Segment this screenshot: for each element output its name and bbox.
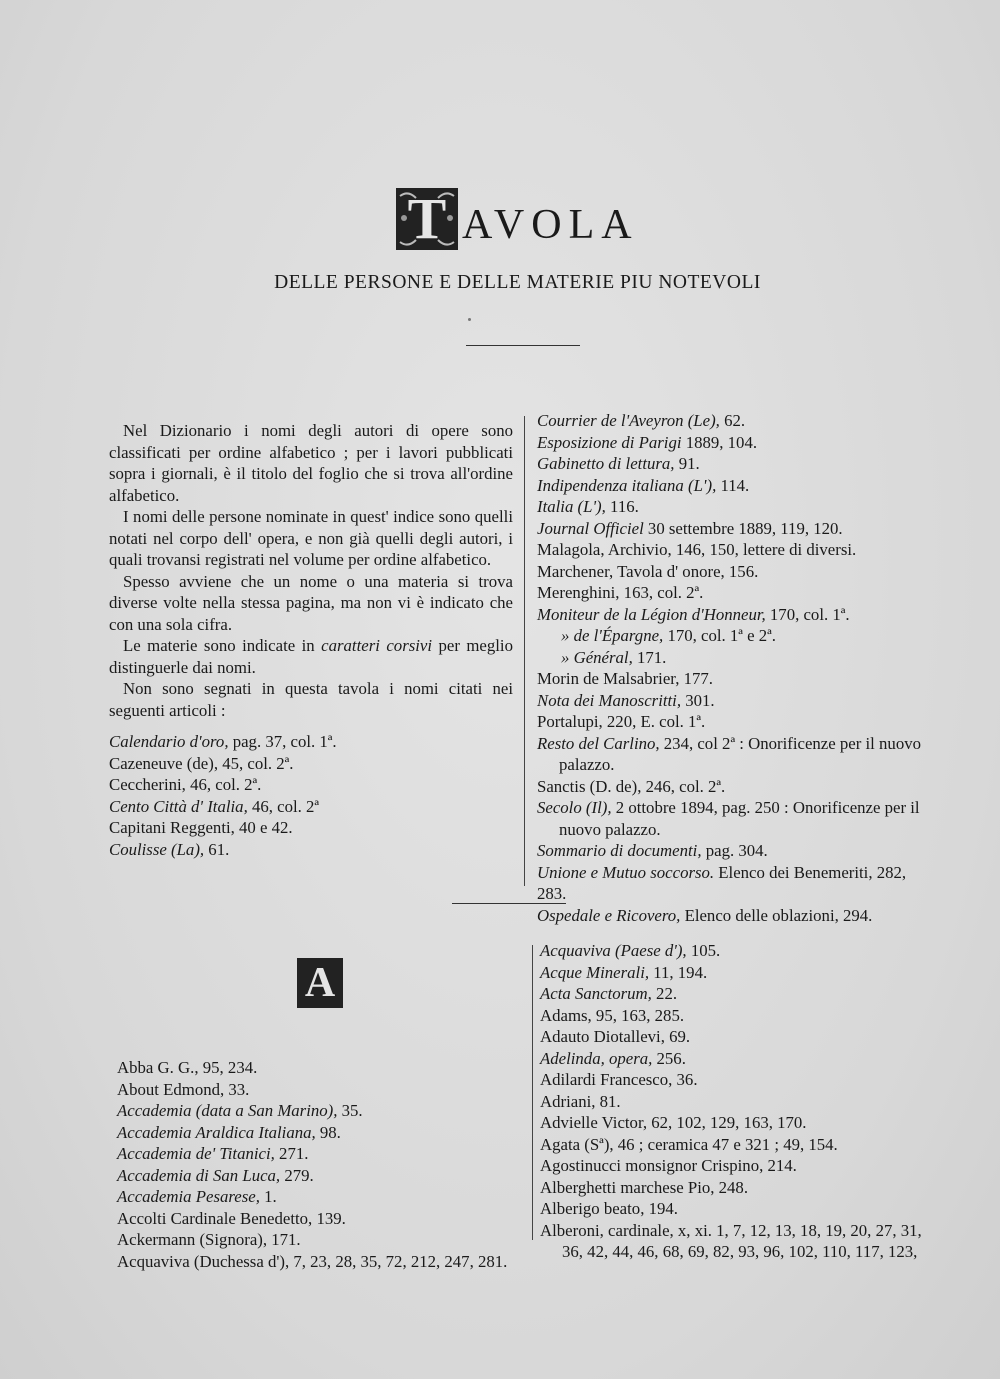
index-entry <box>537 797 932 819</box>
entry-italic: Secolo (Il), <box>537 798 612 817</box>
entry-text: 256. <box>652 1048 686 1068</box>
entry-text: 98. <box>315 1122 341 1142</box>
entry-italic: Journal Officiel <box>537 518 644 538</box>
entry-italic: Gabinetto di lettura, <box>537 454 675 473</box>
entry-text: 22. <box>651 984 678 1003</box>
entry-text: 279. <box>280 1165 314 1185</box>
index-entry <box>537 840 932 862</box>
intro-paragraph: Nel Dizionario i nomi degli autori di opere sono classificati per ordine alfabetico ; per i lavori pubblicati sopra i giornali, è il titolo del foglio che si trova all'ordine alfabetico. <box>109 421 513 505</box>
index-entry <box>540 1220 935 1242</box>
index-entry <box>537 905 932 927</box>
index-entry <box>537 518 932 540</box>
index-entry <box>117 1057 532 1079</box>
index-entry <box>537 647 932 669</box>
index-entry <box>117 1143 532 1165</box>
entry-text: 1. <box>259 1187 277 1206</box>
index-entry <box>537 475 932 497</box>
index-entry <box>540 940 935 962</box>
index-entry <box>537 668 932 690</box>
entry-text: 105. <box>686 941 721 960</box>
index-entry <box>540 1091 935 1113</box>
entry-italic: Nota dei Manoscritti, <box>537 690 682 710</box>
index-column-left <box>117 1057 532 1272</box>
index-entry <box>540 962 935 984</box>
entry-text: 30 settembre 1889, 119, 120. <box>643 518 843 538</box>
entry-italic: Italia (L'), <box>537 497 606 516</box>
index-entry <box>537 496 932 518</box>
entry-text: nuovo palazzo. <box>559 819 661 839</box>
index-entry <box>540 1134 935 1156</box>
entry-text: 301. <box>681 690 715 710</box>
index-entry <box>537 754 932 776</box>
entry-text: Sanctis (D. de), 246, col. 2ª. <box>537 776 726 796</box>
divider-rule <box>452 903 566 904</box>
entry-text: 114. <box>716 475 750 495</box>
index-entry <box>109 731 513 753</box>
index-entry <box>537 410 932 432</box>
entry-text: 170, col. 1ª e 2ª. <box>663 626 776 645</box>
page-subtitle: DELLE PERSONE E DELLE MATERIE PIU NOTEVOLI <box>274 272 761 293</box>
entry-italic: Adelinda, opera, <box>540 1048 653 1068</box>
column-divider <box>524 416 525 886</box>
entry-text: Adauto Diotallevi, 69. <box>540 1027 691 1046</box>
entry-italic: Unione e Mutuo soccorso. <box>537 862 715 882</box>
entry-italic: Accademia Pesarese, <box>117 1187 260 1206</box>
entry-text: pag. 37, col. 1ª. <box>228 732 337 751</box>
index-entry <box>117 1251 532 1273</box>
section-letter-ornament: A <box>297 958 343 1008</box>
entry-text: Elenco dei Benemeriti, 282, 283. <box>537 862 907 903</box>
entry-text: Ceccherini, 46, col. 2ª. <box>109 775 262 794</box>
entry-text: 170, col. 1ª. <box>765 604 850 624</box>
entry-text: 171. <box>632 647 667 667</box>
intro-column <box>109 420 513 860</box>
index-entry <box>117 1100 532 1122</box>
entry-text: 91. <box>674 454 700 473</box>
index-entry <box>537 733 932 755</box>
index-column-right <box>540 940 935 1263</box>
index-entry <box>540 1177 935 1199</box>
entry-text: Alberoni, cardinale, x, xi. 1, 7, 12, 13, 18, 19, 20, 27, 31, <box>540 1220 922 1240</box>
excluded-list <box>109 731 513 860</box>
entry-italic: Coulisse (La), <box>109 839 205 859</box>
entry-text: Cazeneuve (de), 45, col. 2ª. <box>109 753 294 773</box>
page-title <box>396 188 639 250</box>
entry-text: 62. <box>719 411 746 430</box>
entry-text: 116. <box>605 497 639 516</box>
index-entry <box>117 1229 532 1251</box>
title-text: AVOLA <box>462 202 639 248</box>
index-entry <box>537 539 932 561</box>
entry-text: Adilardi Francesco, 36. <box>540 1070 698 1089</box>
entry-italic: » Général, <box>561 647 633 667</box>
index-entry <box>540 983 935 1005</box>
index-entry <box>540 1026 935 1048</box>
entry-italic: Accademia Araldica Italiana, <box>117 1122 316 1142</box>
index-entry <box>537 819 932 841</box>
index-entry <box>117 1165 532 1187</box>
index-entry <box>540 1241 935 1263</box>
entry-text: 1889, 104. <box>681 432 758 452</box>
entry-text: Alberghetti marchese Pio, 248. <box>540 1177 749 1197</box>
index-entry <box>537 625 932 647</box>
entry-italic: Acque Minerali, <box>540 962 650 982</box>
entry-italic: Resto del Carlino, <box>537 733 660 753</box>
entry-italic: Acquaviva (Paese d'), <box>540 941 687 960</box>
entry-italic: Accademia di San Luca, <box>117 1165 281 1185</box>
entry-text: palazzo. <box>559 755 615 774</box>
index-entry <box>117 1122 532 1144</box>
entry-text: Portalupi, 220, E. col. 1ª. <box>537 712 706 731</box>
entry-text: 2 ottobre 1894, pag. 250 : Onorificenze per il <box>611 798 920 817</box>
entry-text: Advielle Victor, 62, 102, 129, 163, 170. <box>540 1113 807 1132</box>
entry-italic: Sommario di documenti, <box>537 841 702 860</box>
divider-rule <box>466 345 580 346</box>
entry-text: About Edmond, 33. <box>117 1079 250 1099</box>
intro-paragraph: I nomi delle persone nominate in quest' indice sono quelli notati nel corpo dell' opera, e non già quelli degli autori, i quali trovansi registrati nel volume per ordine alfabetico. <box>109 507 513 569</box>
entry-italic: Calendario d'oro, <box>109 732 229 751</box>
index-entry <box>109 796 513 818</box>
index-entry <box>537 453 932 475</box>
entry-text: 11, 194. <box>649 962 708 982</box>
index-entry <box>537 582 932 604</box>
entry-text: Marchener, Tavola d' onore, 156. <box>537 561 759 581</box>
intro-paragraph: Le materie sono indicate in caratteri corsivi per meglio distinguerle dai nomi. <box>109 636 513 677</box>
entry-text: Elenco delle oblazioni, 294. <box>680 905 873 925</box>
index-entry <box>540 1005 935 1027</box>
decorated-initial: T <box>396 188 458 250</box>
entry-text: 35. <box>337 1101 363 1120</box>
index-entry <box>537 690 932 712</box>
index-entry <box>537 561 932 583</box>
entry-italic: Accademia de' Titanici, <box>117 1144 275 1163</box>
entry-text: 234, col 2ª : Onorificenze per il nuovo <box>659 733 921 753</box>
index-entry <box>540 1048 935 1070</box>
entry-italic: Accademia (data a San Marino), <box>117 1101 338 1120</box>
ink-dot <box>468 318 471 321</box>
ornament-icon <box>396 188 458 250</box>
excluded-list-right <box>537 410 932 926</box>
entry-text: Malagola, Archivio, 146, 150, lettere di diversi. <box>537 540 857 559</box>
entry-italic: Acta Sanctorum, <box>540 984 652 1003</box>
entry-text: Accolti Cardinale Benedetto, 139. <box>117 1208 346 1228</box>
entry-text: Alberigo beato, 194. <box>540 1199 678 1218</box>
entry-italic: Ospedale e Ricovero, <box>537 905 681 925</box>
entry-text: 271. <box>274 1144 309 1163</box>
entry-text: 36, 42, 44, 46, 68, 69, 82, 93, 96, 102, 110, 117, 123, <box>562 1242 918 1261</box>
entry-text: pag. 304. <box>701 841 768 860</box>
entry-text: Ackermann (Signora), 171. <box>117 1230 301 1249</box>
entry-text: 61. <box>204 839 230 859</box>
entry-italic: Courrier de l'Aveyron (Le), <box>537 411 720 430</box>
entry-text: Abba G. G., 95, 234. <box>117 1058 258 1077</box>
index-entry <box>540 1198 935 1220</box>
entry-italic: Indipendenza italiana (L'), <box>537 475 717 495</box>
index-entry <box>540 1155 935 1177</box>
index-entry <box>540 1112 935 1134</box>
index-entry <box>117 1208 532 1230</box>
entry-text: 46, col. 2ª <box>247 796 320 816</box>
index-entry <box>537 776 932 798</box>
index-entry <box>537 604 932 626</box>
entry-italic: Moniteur de la Légion d'Honneur, <box>537 604 766 624</box>
index-entry <box>109 774 513 796</box>
entry-italic: » de l'Épargne, <box>561 626 664 645</box>
index-entry <box>537 432 932 454</box>
entry-text: Merenghini, 163, col. 2ª. <box>537 583 704 602</box>
intro-paragraph: Non sono segnati in questa tavola i nomi citati nei seguenti articoli : <box>109 679 513 720</box>
index-entry <box>540 1069 935 1091</box>
entry-text: Agostinucci monsignor Crispino, 214. <box>540 1156 797 1175</box>
index-entry <box>117 1186 532 1208</box>
entry-text: Adams, 95, 163, 285. <box>540 1005 685 1025</box>
entry-text: Acquaviva (Duchessa d'), 7, 23, 28, 35, 72, 212, 247, 281. <box>117 1251 508 1271</box>
index-entry <box>109 753 513 775</box>
entry-text: Adriani, 81. <box>540 1091 621 1111</box>
entry-italic: Cento Città d' Italia, <box>109 796 248 816</box>
entry-text: Agata (Sª), 46 ; ceramica 47 e 321 ; 49, 154. <box>540 1134 838 1154</box>
entry-text: Morin de Malsabrier, 177. <box>537 669 713 688</box>
entry-italic: Esposizione di Parigi <box>537 432 682 452</box>
intro-paragraph: Spesso avviene che un nome o una materia si trova diverse volte nella stessa pagina, ma non vi è indicato che con una sola cifra. <box>109 571 513 634</box>
index-entry <box>537 711 932 733</box>
index-entry <box>109 817 513 839</box>
column-divider <box>532 945 533 1240</box>
index-entry <box>117 1079 532 1101</box>
entry-text: Capitani Reggenti, 40 e 42. <box>109 818 293 837</box>
index-entry <box>109 839 513 861</box>
index-entry <box>537 862 932 905</box>
